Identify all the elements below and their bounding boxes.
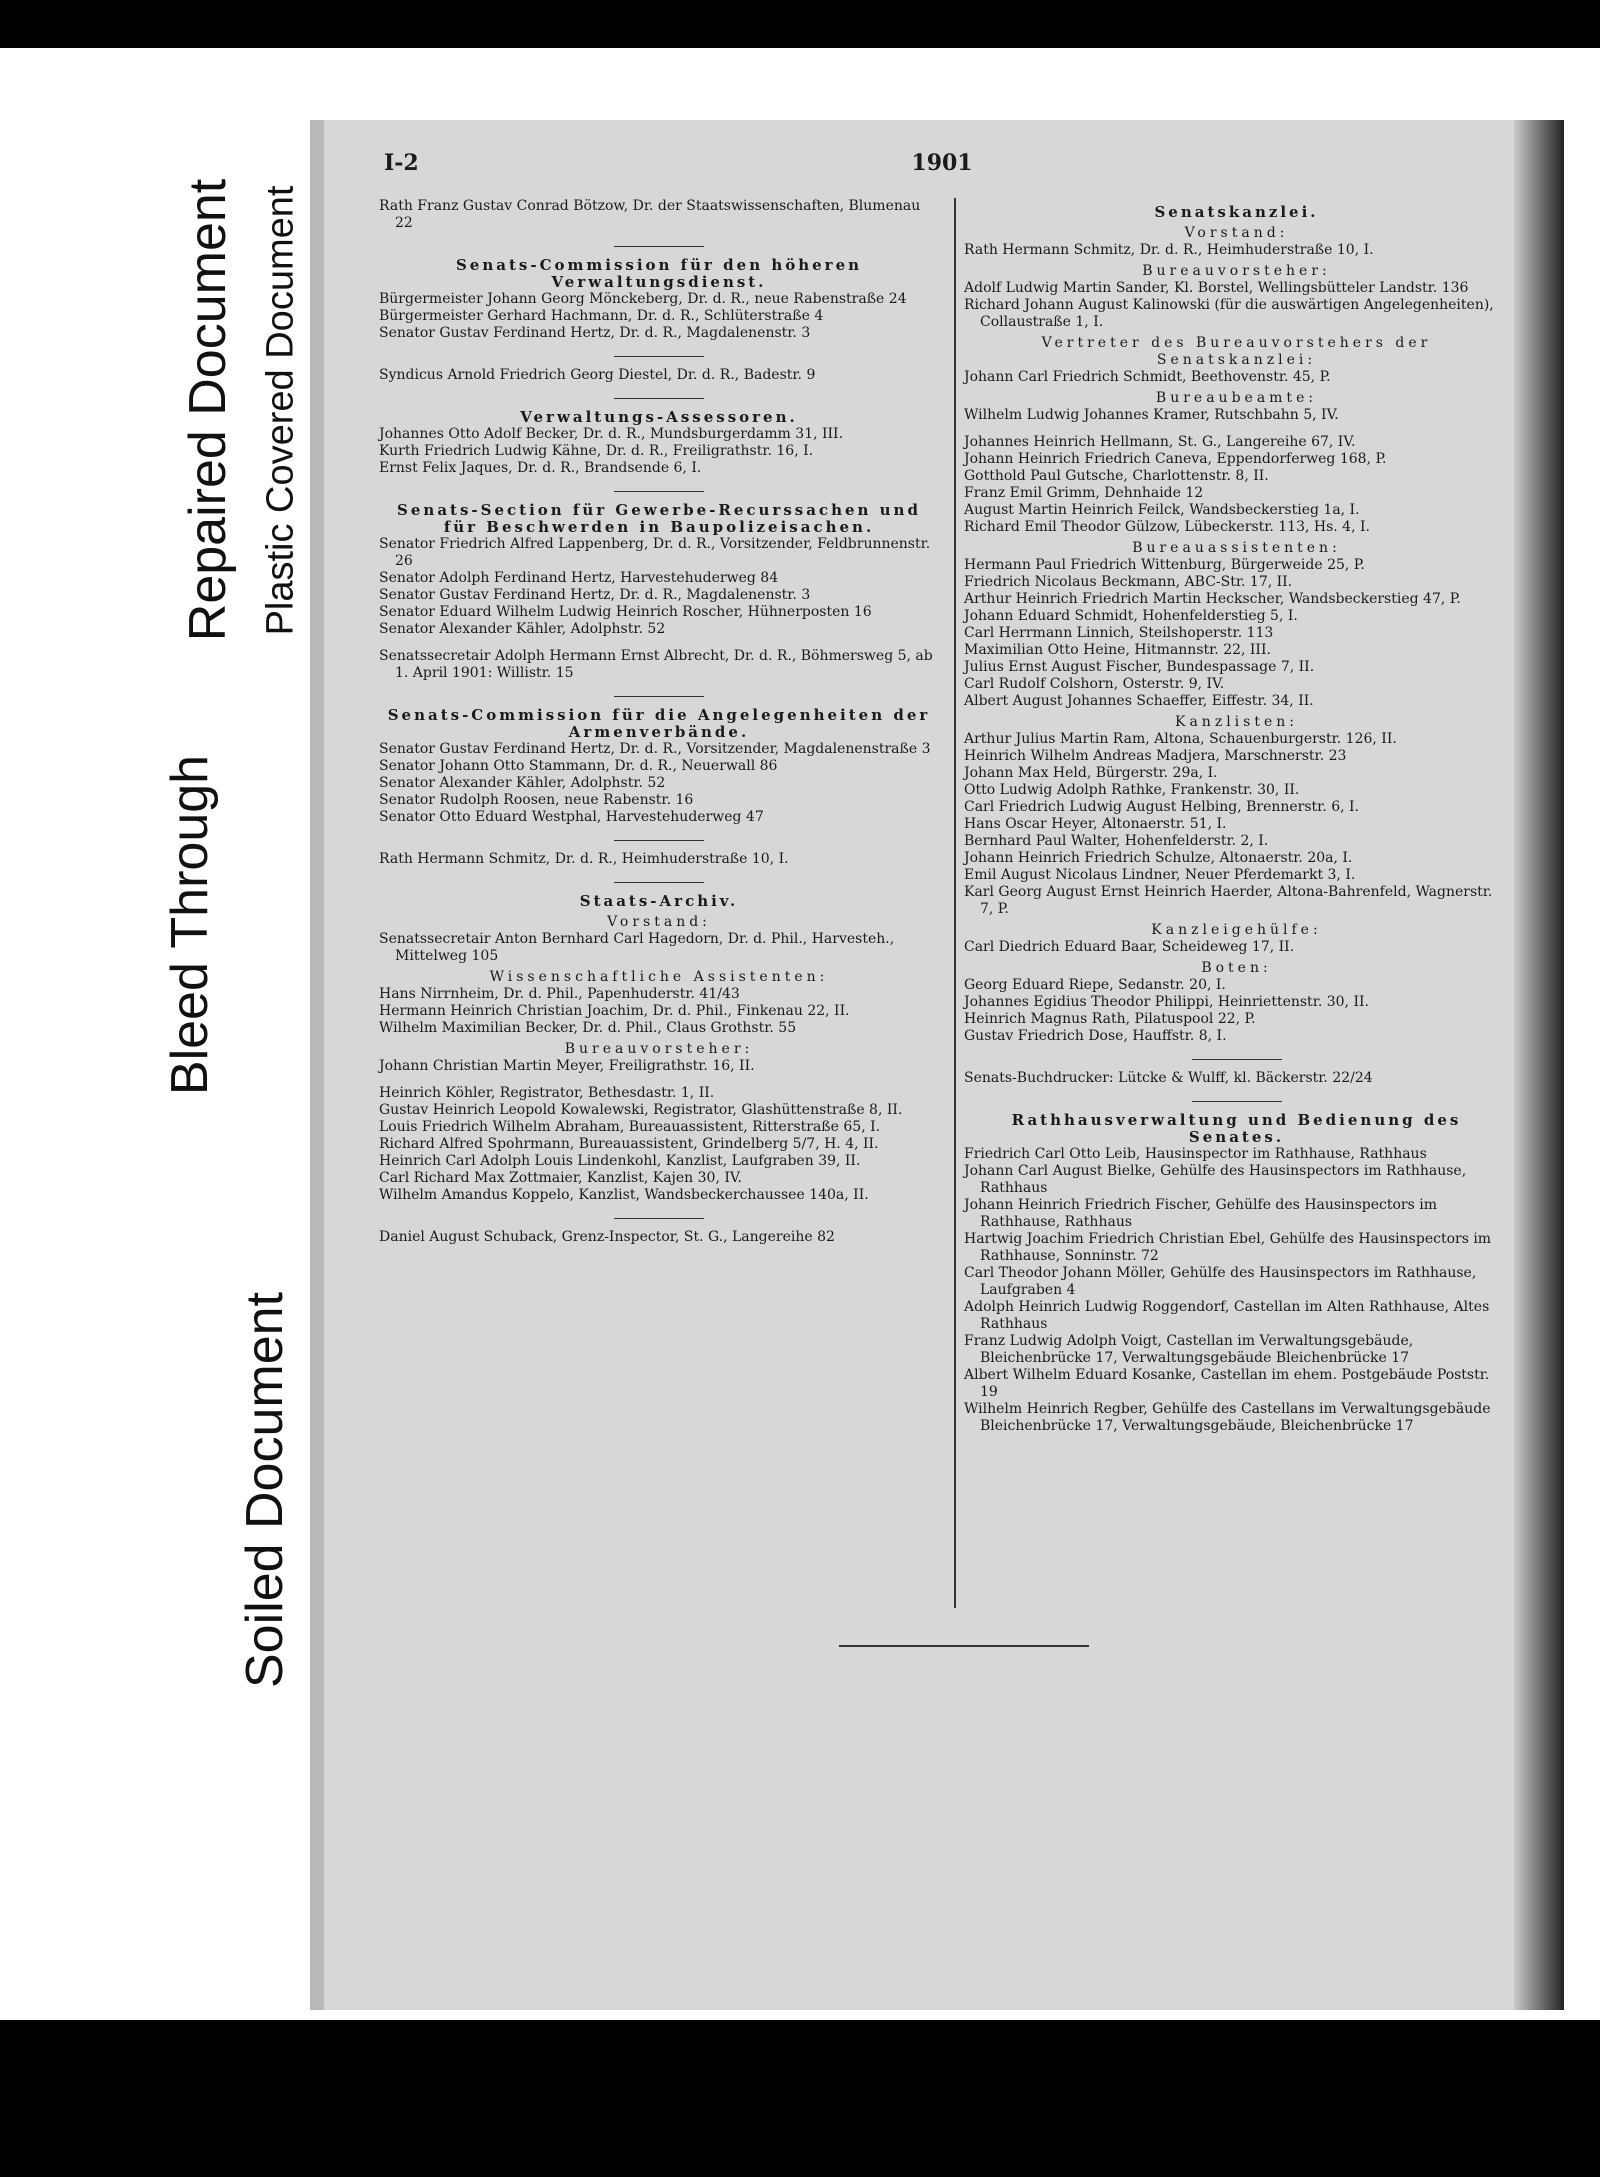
directory-entry: Heinrich Köhler, Registrator, Bethesdastr. 1, II.: [379, 1085, 715, 1101]
directory-entry: Georg Eduard Riepe, Sedanstr. 20, I.: [964, 977, 1226, 993]
directory-entry: Carl Rudolf Colshorn, Osterstr. 9, IV.: [964, 676, 1225, 692]
directory-entry: Richard Johann August Kalinowski (für die auswärtigen Angelegenheiten), Collaustraße 1, I.: [964, 297, 1494, 330]
directory-entry: Louis Friedrich Wilhelm Abraham, Bureauassistent, Ritterstraße 65, I.: [379, 1119, 881, 1135]
directory-entry: Wilhelm Amandus Koppelo, Kanzlist, Wandsbeckerchaussee 140a, II.: [379, 1187, 869, 1203]
page-year: 1901: [911, 150, 973, 176]
section-rule: [614, 356, 704, 357]
directory-entry: Franz Emil Grimm, Dehnhaide 12: [964, 485, 1204, 501]
directory-entry: Carl Diedrich Eduard Baar, Scheideweg 17, II.: [964, 939, 1295, 955]
directory-entry: Johann Max Held, Bürgerstr. 29a, I.: [964, 765, 1218, 781]
directory-entry: Rath Hermann Schmitz, Dr. d. R., Heimhuderstraße 10, I.: [964, 242, 1374, 258]
section-rule: [614, 696, 704, 697]
directory-entry: Johannes Egidius Theodor Philippi, Heinriettenstr. 30, II.: [964, 994, 1369, 1010]
section-rule: [614, 1218, 704, 1219]
subheading: Kanzleigehülfe:: [1151, 922, 1322, 938]
directory-entry: Johann Heinrich Friedrich Fischer, Gehülfe des Hausinspectors im Rathhause, Rathhaus: [964, 1197, 1437, 1230]
directory-entry: Johann Heinrich Friedrich Caneva, Eppendorferweg 168, P.: [964, 451, 1387, 467]
directory-entry: Hans Nirrnheim, Dr. d. Phil., Papenhuderstr. 41/43: [379, 986, 740, 1002]
directory-entry: Bürgermeister Johann Georg Mönckeberg, Dr. d. R., neue Rabenstraße 24: [379, 291, 907, 307]
directory-entry: Senatssecretair Anton Bernhard Carl Hagedorn, Dr. d. Phil., Harvesteh., Mittelweg 105: [379, 931, 895, 964]
section-rule: [614, 840, 704, 841]
repaired-document-label: Repaired Document: [168, 160, 248, 660]
section-heading: Rathhausverwaltung und Bedienung des Senates.: [1011, 1111, 1462, 1146]
document-page: [310, 120, 1560, 2010]
right-column: [964, 198, 1509, 1435]
section-rule: [614, 398, 704, 399]
directory-entry: Carl Herrmann Linnich, Steilshoperstr. 113: [964, 625, 1274, 641]
directory-entry: Bürgermeister Gerhard Hachmann, Dr. d. R., Schlüterstraße 4: [379, 308, 824, 324]
directory-entry: Johannes Otto Adolf Becker, Dr. d. R., Mundsburgerdamm 31, III.: [379, 426, 844, 442]
directory-entry: Senator Gustav Ferdinand Hertz, Dr. d. R., Magdalenenstr. 3: [379, 325, 811, 341]
directory-entry: Ernst Felix Jaques, Dr. d. R., Brandsende 6, I.: [379, 460, 702, 476]
spacer: [379, 638, 939, 648]
directory-entry: Senator Alexander Kähler, Adolphstr. 52: [379, 775, 666, 791]
directory-entry: Syndicus Arnold Friedrich Georg Diestel, Dr. d. R., Badestr. 9: [379, 367, 816, 383]
directory-entry: Friedrich Nicolaus Beckmann, ABC-Str. 17, II.: [964, 574, 1293, 590]
top-black-band: [0, 0, 1600, 48]
page-header: [384, 150, 1500, 176]
subheading: Boten:: [1201, 960, 1272, 976]
directory-entry: Johann Heinrich Friedrich Schulze, Altonaerstr. 20a, I.: [964, 850, 1353, 866]
directory-entry: Heinrich Carl Adolph Louis Lindenkohl, Kanzlist, Laufgraben 39, II.: [379, 1153, 861, 1169]
directory-entry: Albert Wilhelm Eduard Kosanke, Castellan im ehem. Postgebäude Poststr. 19: [964, 1367, 1490, 1400]
directory-entry: August Martin Heinrich Feilck, Wandsbeckerstieg 1a, I.: [964, 502, 1360, 518]
directory-entry: Heinrich Magnus Rath, Pilatuspool 22, P.: [964, 1011, 1256, 1027]
directory-entry: Julius Ernst August Fischer, Bundespassage 7, II.: [964, 659, 1315, 675]
section-rule: [614, 246, 704, 247]
section-rule: [614, 882, 704, 883]
directory-entry: Johann Carl August Bielke, Gehülfe des Hausinspectors im Rathhause, Rathhaus: [964, 1163, 1467, 1196]
section-heading: Senats-Section für Gewerbe-Recurssachen und für Beschwerden in Baupolizeisachen.: [397, 501, 921, 536]
section-heading: Verwaltungs-Assessoren.: [520, 408, 798, 426]
spacer: [379, 1075, 939, 1085]
directory-entry: Maximilian Otto Heine, Hitmannstr. 22, III.: [964, 642, 1271, 658]
directory-entry: Franz Ludwig Adolph Voigt, Castellan im Verwaltungsgebäude, Bleichenbrücke 17, Verwaltungsgebäude Bleichenbrücke 17: [964, 1333, 1414, 1366]
directory-entry: Gustav Friedrich Dose, Hauffstr. 8, I.: [964, 1028, 1227, 1044]
directory-entry: Senator Alexander Kähler, Adolphstr. 52: [379, 621, 666, 637]
directory-entry: Johannes Heinrich Hellmann, St. G., Langereihe 67, IV.: [964, 434, 1356, 450]
directory-entry: Kurth Friedrich Ludwig Kähne, Dr. d. R., Freiligrathstr. 16, I.: [379, 443, 814, 459]
directory-entry: Adolph Heinrich Ludwig Roggendorf, Castellan im Alten Rathhause, Altes Rathhaus: [964, 1299, 1490, 1332]
left-column: [379, 198, 939, 1246]
section-heading: Senats-Commission für den höheren Verwaltungsdienst.: [455, 256, 863, 291]
directory-entry: Richard Alfred Spohrmann, Bureauassistent, Grindelberg 5/7, H. 4, II.: [379, 1136, 879, 1152]
directory-entry: Wilhelm Maximilian Becker, Dr. d. Phil., Claus Grothstr. 55: [379, 1020, 797, 1036]
section-heading: Senats-Commission für die Angelegenheiten der Armenverbände.: [387, 706, 931, 741]
directory-entry: Adolf Ludwig Martin Sander, Kl. Borstel, Wellingsbütteler Landstr. 136: [964, 280, 1469, 296]
section-rule: [614, 491, 704, 492]
subheading: Vorstand:: [1184, 225, 1289, 241]
directory-entry: Gustav Heinrich Leopold Kowalewski, Registrator, Glashüttenstraße 8, II.: [379, 1102, 903, 1118]
directory-entry: Wilhelm Ludwig Johannes Kramer, Rutschbahn 5, IV.: [964, 407, 1339, 423]
spacer: [964, 424, 1509, 434]
directory-entry: Senator Friedrich Alfred Lappenberg, Dr. d. R., Vorsitzender, Feldbrunnenstr. 26: [379, 536, 931, 569]
directory-entry: Friedrich Carl Otto Leib, Hausinspector im Rathhause, Rathhaus: [964, 1146, 1427, 1162]
directory-entry: Arthur Heinrich Friedrich Martin Heckscher, Wandsbeckerstieg 47, P.: [964, 591, 1461, 607]
directory-entry: Senator Adolph Ferdinand Hertz, Harvestehuderweg 84: [379, 570, 779, 586]
directory-entry: Hartwig Joachim Friedrich Christian Ebel, Gehülfe des Hausinspectors im Rathhause, Sonninstr. 72: [964, 1231, 1492, 1264]
directory-entry: Rath Hermann Schmitz, Dr. d. R., Heimhuderstraße 10, I.: [379, 851, 789, 867]
page-number: I-2: [384, 150, 419, 176]
directory-entry: Hermann Heinrich Christian Joachim, Dr. d. Phil., Finkenau 22, II.: [379, 1003, 850, 1019]
section-rule: [1192, 1101, 1282, 1102]
bleed-through-label: Bleed Through: [140, 690, 240, 1160]
directory-entry: Emil August Nicolaus Lindner, Neuer Pferdemarkt 3, I.: [964, 867, 1356, 883]
plastic-covered-label: Plastic Covered Document: [250, 160, 312, 660]
directory-entry: Heinrich Wilhelm Andreas Madjera, Marschnerstr. 23: [964, 748, 1347, 764]
soiled-document-label: Soiled Document: [215, 1240, 315, 1740]
subheading: Bureauvorsteher:: [1142, 263, 1331, 279]
directory-entry: Senatssecretair Adolph Hermann Ernst Albrecht, Dr. d. R., Böhmersweg 5, ab 1. April 1901: Willistr. 15: [379, 648, 933, 681]
directory-entry: Senator Rudolph Roosen, neue Rabenstr. 16: [379, 792, 694, 808]
section-heading: Staats-Archiv.: [579, 892, 739, 910]
directory-entry: Senator Eduard Wilhelm Ludwig Heinrich Roscher, Hühnerposten 16: [379, 604, 872, 620]
directory-entry: Carl Richard Max Zottmaier, Kanzlist, Kajen 30, IV.: [379, 1170, 743, 1186]
directory-entry: Hermann Paul Friedrich Wittenburg, Bürgerweide 25, P.: [964, 557, 1365, 573]
directory-entry: Carl Friedrich Ludwig August Helbing, Brennerstr. 6, I.: [964, 799, 1360, 815]
directory-entry: Senats-Buchdrucker: Lütcke & Wulff, kl. Bäckerstr. 22/24: [964, 1070, 1373, 1086]
directory-entry: Richard Emil Theodor Gülzow, Lübeckerstr. 113, Hs. 4, I.: [964, 519, 1370, 535]
subheading: Bureaubeamte:: [1155, 390, 1318, 406]
subheading: Wissenschaftliche Assistenten:: [489, 969, 829, 985]
directory-entry: Johann Eduard Schmidt, Hohenfelderstieg 5, I.: [964, 608, 1298, 624]
bottom-black-band: [0, 2020, 1600, 2177]
page-end-rule: [839, 1645, 1089, 1647]
directory-entry: Senator Gustav Ferdinand Hertz, Dr. d. R., Magdalenenstr. 3: [379, 587, 811, 603]
section-heading: Senatskanzlei.: [1154, 203, 1319, 221]
directory-entry: Bernhard Paul Walter, Hohenfelderstr. 2, I.: [964, 833, 1269, 849]
subheading: Bureauassistenten:: [1132, 540, 1341, 556]
directory-entry: Hans Oscar Heyer, Altonaerstr. 51, I.: [964, 816, 1227, 832]
directory-entry: Gotthold Paul Gutsche, Charlottenstr. 8, II.: [964, 468, 1269, 484]
subheading: Kanzlisten:: [1175, 714, 1298, 730]
directory-entry: Senator Otto Eduard Westphal, Harvestehuderweg 47: [379, 809, 764, 825]
column-divider: [954, 198, 956, 1608]
directory-entry: Johann Christian Martin Meyer, Freiligrathstr. 16, II.: [379, 1058, 755, 1074]
section-rule: [1192, 1059, 1282, 1060]
subheading: Vertreter des Bureauvorstehers der Senatskanzlei:: [1041, 335, 1432, 368]
directory-entry: Johann Carl Friedrich Schmidt, Beethovenstr. 45, P.: [964, 369, 1331, 385]
directory-entry: Otto Ludwig Adolph Rathke, Frankenstr. 30, II.: [964, 782, 1300, 798]
directory-entry: Senator Gustav Ferdinand Hertz, Dr. d. R., Vorsitzender, Magdalenenstraße 3: [379, 741, 931, 757]
directory-entry: Carl Theodor Johann Möller, Gehülfe des Hausinspectors im Rathhause, Laufgraben 4: [964, 1265, 1477, 1298]
directory-entry: Wilhelm Heinrich Regber, Gehülfe des Castellans im Verwaltungsgebäude Bleichenbrücke 17, Verwaltungsgebäude, Bleichenbrücke 17: [964, 1401, 1491, 1434]
directory-entry: Rath Franz Gustav Conrad Bötzow, Dr. der Staatswissenschaften, Blumenau 22: [379, 198, 921, 231]
subheading: Bureauvorsteher:: [564, 1041, 754, 1057]
directory-entry: Arthur Julius Martin Ram, Altona, Schauenburgerstr. 126, II.: [964, 731, 1397, 747]
directory-entry: Daniel August Schuback, Grenz-Inspector, St. G., Langereihe 82: [379, 1229, 835, 1245]
directory-entry: Albert August Johannes Schaeffer, Eiffestr. 34, II.: [964, 693, 1314, 709]
subheading: Vorstand:: [607, 914, 711, 930]
directory-entry: Senator Johann Otto Stammann, Dr. d. R., Neuerwall 86: [379, 758, 778, 774]
directory-entry: Karl Georg August Ernst Heinrich Haerder, Altona-Bahrenfeld, Wagnerstr. 7, P.: [964, 884, 1493, 917]
